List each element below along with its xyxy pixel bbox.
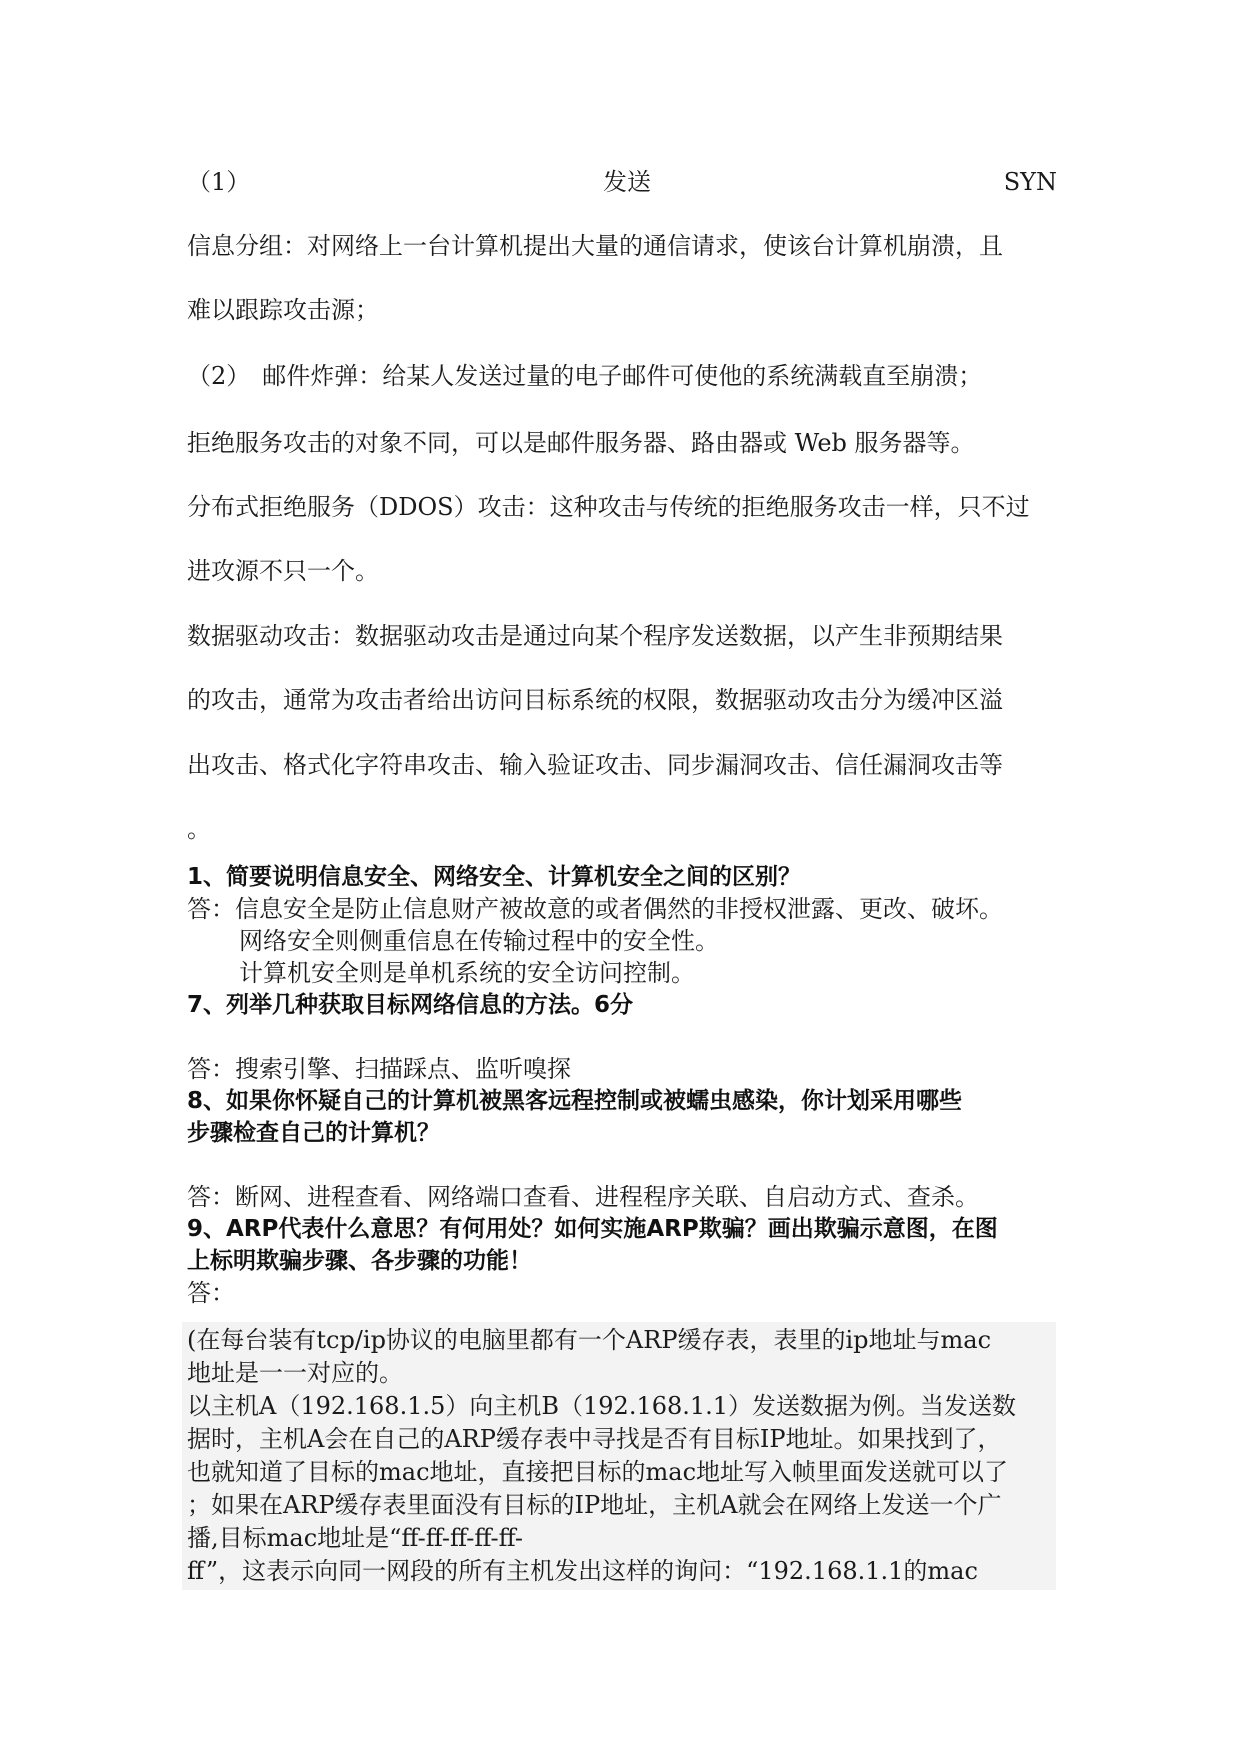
paragraph-5-line-4: 。 (187, 815, 211, 843)
paragraph-4-line-1: 分布式拒绝服务（DDOS）攻击：这种攻击与传统的拒绝服务攻击一样，只不过 (187, 493, 1030, 521)
paragraph-2: （2） 邮件炸弹：给某人发送过量的电子邮件可使他的系统满载直至崩溃； (187, 362, 983, 390)
answer-1-line-1: 答：信息安全是防止信息财产被故意的或者偶然的非授权泄露、更改、破坏。 (187, 895, 1003, 923)
question-8-line-1: 8、如果你怀疑自己的计算机被黑客远程控制或被蠕虫感染，你计划采用哪些 (187, 1088, 963, 1114)
answer-9-label: 答： (187, 1279, 235, 1307)
paragraph-1-line-1 (187, 166, 1057, 198)
paragraph-5-line-2: 的攻击，通常为攻击者给出访问目标系统的权限，数据驱动攻击分为缓冲区溢 (187, 686, 1003, 714)
quoted-line: (在每台装有tcp/ip协议的电脑里都有一个ARP缓存表，表里的ip地址与mac (187, 1326, 992, 1354)
paragraph-5-line-1: 数据驱动攻击：数据驱动攻击是通过向某个程序发送数据，以产生非预期结果 (187, 622, 1003, 650)
word-syn: SYN (1003, 168, 1057, 196)
paragraph-1-line-2: 信息分组：对网络上一台计算机提出大量的通信请求，使该台计算机崩溃，且 (187, 232, 1003, 260)
question-9-line-1: 9、ARP代表什么意思？有何用处？如何实施ARP欺骗？画出欺骗示意图，在图 (187, 1216, 998, 1242)
word-send: 发送 (602, 168, 651, 196)
question-9-line-2: 上标明欺骗步骤、各步骤的功能！ (187, 1248, 532, 1274)
question-8-line-2: 步骤检查自己的计算机？ (187, 1120, 440, 1146)
answer-8: 答：断网、进程查看、网络端口查看、进程程序关联、自启动方式、查杀。 (187, 1183, 979, 1211)
quoted-line: 以主机A（192.168.1.5）向主机B（192.168.1.1）发送数据为例。当发送数 (187, 1392, 1017, 1420)
paragraph-3: 拒绝服务攻击的对象不同，可以是邮件服务器、路由器或 Web 服务器等。 (187, 429, 975, 457)
quoted-line: 据时，主机A会在自己的ARP缓存表中寻找是否有目标IP地址。如果找到了， (187, 1425, 1002, 1453)
item-number: （1） (187, 168, 251, 196)
question-1: 1、简要说明信息安全、网络安全、计算机安全之间的区别？ (187, 864, 802, 890)
answer-1-line-3: 计算机安全则是单机系统的安全访问控制。 (239, 959, 695, 987)
paragraph-5-line-3: 出攻击、格式化字符串攻击、输入验证攻击、同步漏洞攻击、信任漏洞攻击等 (187, 751, 1003, 779)
quoted-line: ；如果在ARP缓存表里面没有目标的IP地址，主机A就会在网络上发送一个广 (187, 1491, 1002, 1519)
quoted-line: 地址是一一对应的。 (187, 1359, 403, 1387)
quoted-line: ff”，这表示向同一网段的所有主机发出这样的询问：“192.168.1.1的mac (187, 1557, 978, 1585)
question-7: 7、列举几种获取目标网络信息的方法。6分 (187, 992, 634, 1018)
answer-1-line-2: 网络安全则侧重信息在传输过程中的安全性。 (239, 927, 719, 955)
quoted-line: 也就知道了目标的mac地址，直接把目标的mac地址写入帧里面发送就可以了 (187, 1458, 1009, 1486)
answer-7: 答：搜索引擎、扫描踩点、监听嗅探 (187, 1055, 571, 1083)
quoted-line: 播,目标mac地址是“ff-ff-ff-ff-ff- (187, 1524, 523, 1552)
paragraph-1-line-3: 难以跟踪攻击源； (187, 296, 379, 324)
paragraph-4-line-2: 进攻源不只一个。 (187, 557, 379, 585)
